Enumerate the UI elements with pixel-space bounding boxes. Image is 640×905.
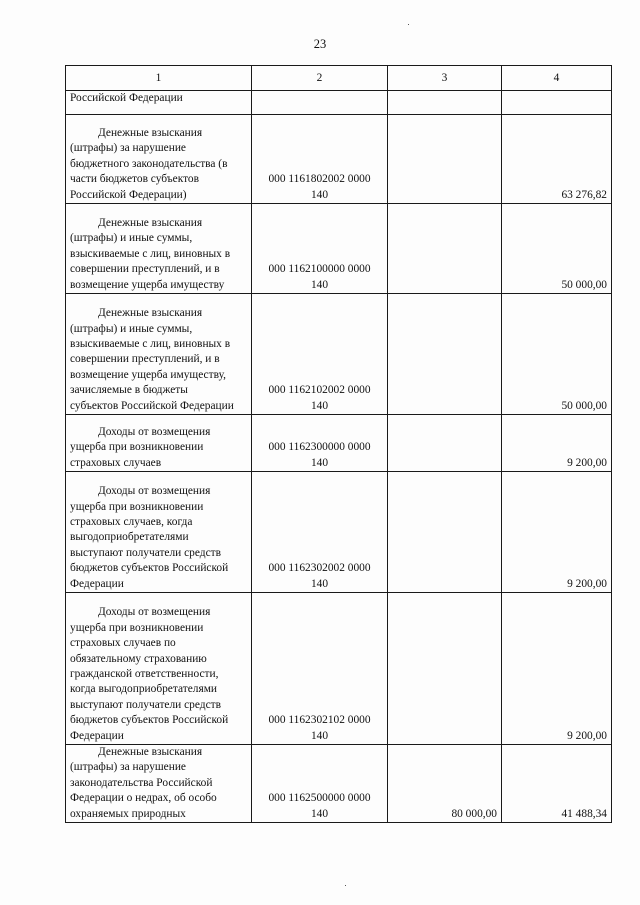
revenue-name-line: бюджетов субъектов Российской: [70, 714, 229, 727]
revenue-name-line: бюджетного законодательства (в: [70, 157, 228, 170]
table-row: [66, 204, 612, 294]
amount-col3-cell: [388, 204, 502, 294]
budget-code-line: 140: [310, 577, 329, 590]
revenue-name-line: Федерации: [70, 729, 124, 742]
amount-col3-cell: [388, 415, 502, 472]
revenue-name-line: (штрафы) за нарушение: [70, 142, 186, 155]
revenue-name-line: страховых случаев по: [70, 637, 176, 650]
scan-speck: [345, 885, 346, 886]
budget-code-line: 000 1162300000 0000: [268, 441, 371, 454]
budget-code-cell: [252, 745, 388, 823]
amount-col4-cell: 9 200,00: [502, 472, 612, 593]
revenue-name-line: (штрафы) и иные суммы,: [70, 232, 193, 245]
revenue-name-line: ущерба при возникновении: [70, 441, 204, 454]
revenue-name-line: Денежные взыскания: [98, 746, 203, 758]
revenue-name-line: страховых случаев, когда: [70, 515, 193, 528]
budget-code-line: 000 1162100000 0000: [268, 263, 371, 276]
revenue-name-line: Российской Федерации: [70, 92, 183, 104]
revenue-name-line: совершении преступлений, и в: [70, 353, 220, 366]
amount-col4-cell: 50 000,00: [502, 294, 612, 415]
amount-col4-cell: 63 276,82: [502, 115, 612, 204]
column-header: 3: [388, 66, 502, 91]
revenue-name-line: Российской Федерации): [70, 188, 187, 201]
column-header: 1: [66, 66, 252, 91]
budget-code-line: 000 1162500000 0000: [268, 792, 371, 805]
revenue-name-line: взыскиваемые с лиц, виновных в: [70, 247, 231, 260]
revenue-name-line: Денежные взыскания: [98, 216, 203, 229]
table-header-row: [66, 66, 612, 91]
budget-code-line: 000 1162302102 0000: [268, 714, 371, 727]
revenue-name-cell: [66, 91, 252, 115]
revenue-name-line: Федерации: [70, 577, 124, 590]
amount-col3-cell: [388, 91, 502, 115]
budget-code-line: 140: [310, 729, 329, 742]
revenue-name-cell: [66, 472, 252, 593]
revenue-name-line: Денежные взыскания: [98, 307, 203, 320]
revenue-name-line: законодательства Российской: [70, 776, 213, 789]
revenue-name-line: взыскиваемые с лиц, виновных в: [70, 337, 231, 350]
revenue-name-line: ущерба при возникновении: [70, 500, 204, 513]
column-header: 2: [252, 66, 388, 91]
revenue-name-line: Федерации о недрах, об особо: [70, 792, 217, 805]
table-row: [66, 294, 612, 415]
table-row: [66, 91, 612, 115]
budget-code-line: 000 1162302002 0000: [268, 562, 371, 575]
budget-code-line: 140: [310, 278, 329, 291]
table-row: [66, 415, 612, 472]
revenue-name-line: зачисляемые в бюджеты: [70, 384, 188, 397]
budget-code-cell: [252, 593, 388, 745]
revenue-name-line: Доходы от возмещения: [98, 485, 211, 498]
revenue-name-line: Доходы от возмещения: [98, 606, 211, 619]
revenue-name-line: выступают получатели средств: [70, 546, 221, 559]
revenue-name-line: страховых случаев: [70, 456, 162, 469]
revenue-name-line: выступают получатели средств: [70, 698, 221, 711]
table-row: [66, 593, 612, 745]
revenue-name-line: обязательному страхованию: [70, 652, 207, 665]
revenue-name-line: Денежные взыскания: [98, 126, 203, 139]
revenue-name-line: возмещение ущерба имуществу,: [70, 368, 226, 381]
budget-code-line: 140: [310, 399, 329, 412]
revenue-name-line: Доходы от возмещения: [98, 425, 211, 438]
revenue-name-cell: [66, 593, 252, 745]
budget-code-cell: [252, 415, 388, 472]
amount-col4-cell: 9 200,00: [502, 415, 612, 472]
table-row: [66, 472, 612, 593]
budget-code-line: 140: [310, 456, 329, 469]
amount-col3-cell: [388, 472, 502, 593]
column-header: 4: [502, 66, 612, 91]
revenue-name-line: (штрафы) за нарушение: [70, 761, 186, 774]
budget-code-cell: [252, 294, 388, 415]
budget-code-cell: [252, 115, 388, 204]
scan-speck: [408, 24, 409, 25]
revenue-name-line: (штрафы) и иные суммы,: [70, 322, 193, 335]
table-row: [66, 115, 612, 204]
budget-revenue-table: [65, 65, 612, 823]
revenue-name-line: части бюджетов субъектов: [70, 173, 199, 186]
revenue-name-cell: [66, 115, 252, 204]
amount-col3-cell: 80 000,00: [388, 745, 502, 823]
revenue-name-line: субъектов Российской Федерации: [70, 399, 234, 412]
budget-code-cell: [252, 204, 388, 294]
table-row: [66, 745, 612, 823]
budget-code-line: 000 1161802002 0000: [268, 173, 371, 186]
budget-code-line: 140: [310, 188, 329, 201]
page-number: 23: [313, 37, 327, 51]
revenue-name-line: когда выгодоприобретателями: [70, 683, 217, 696]
amount-col3-cell: [388, 115, 502, 204]
amount-col4-cell: 50 000,00: [502, 204, 612, 294]
revenue-name-line: охраняемых природных: [70, 807, 186, 820]
revenue-name-cell: [66, 745, 252, 823]
amount-col4-cell: 9 200,00: [502, 593, 612, 745]
revenue-name-line: возмещение ущерба имуществу: [70, 278, 225, 291]
revenue-name-line: бюджетов субъектов Российской: [70, 562, 229, 575]
revenue-name-cell: [66, 204, 252, 294]
budget-code-cell: [252, 472, 388, 593]
revenue-name-line: выгодоприобретателями: [70, 531, 189, 544]
budget-code-cell: [252, 91, 388, 115]
budget-code-line: 000 1162102002 0000: [268, 384, 371, 397]
revenue-name-cell: [66, 294, 252, 415]
budget-code-line: 140: [310, 807, 329, 820]
revenue-name-cell: [66, 415, 252, 472]
amount-col3-cell: [388, 593, 502, 745]
revenue-name-line: гражданской ответственности,: [70, 667, 219, 680]
amount-col3-cell: [388, 294, 502, 415]
revenue-name-line: ущерба при возникновении: [70, 621, 204, 634]
amount-col4-cell: 41 488,34: [502, 745, 612, 823]
revenue-name-line: совершении преступлений, и в: [70, 263, 220, 276]
amount-col4-cell: [502, 91, 612, 115]
